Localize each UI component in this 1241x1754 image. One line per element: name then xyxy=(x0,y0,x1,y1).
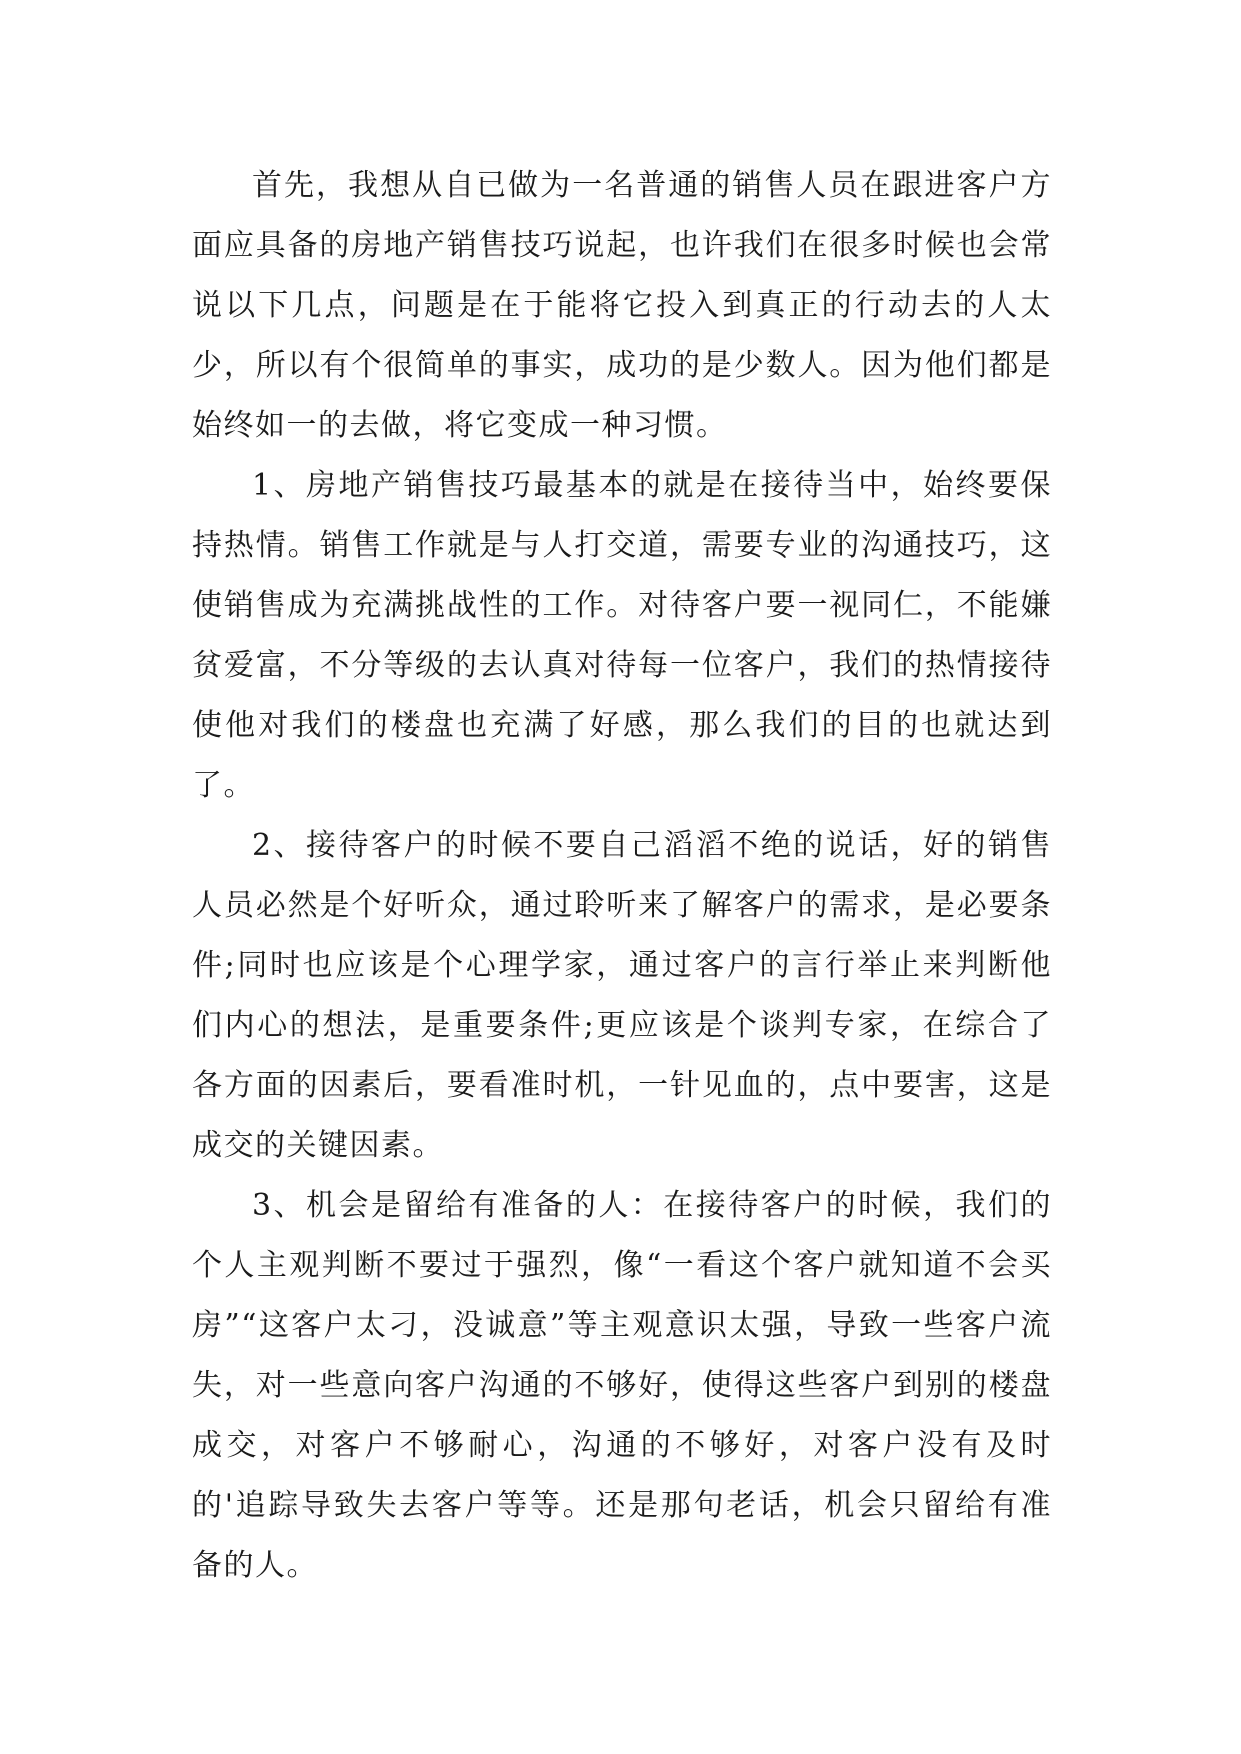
paragraph-point-3: 3、机会是留给有准备的人：在接待客户的时候，我们的个人主观判断不要过于强烈，像“一看这个客户就知道不会买房”“这客户太刁，没诚意”等主观意识太强，导致一些客户流失，对一些意向客户沟通的不够好，使得这些客户到别的楼盘成交，对客户不够耐心，沟通的不够好，对客户没有及时的'追踪导致失去客户等等。还是那句老话，机会只留给有准备的人。 xyxy=(192,1188,1052,1583)
document-page xyxy=(192,156,1052,1596)
paragraph-point-2: 2、接待客户的时候不要自己滔滔不绝的说话，好的销售人员必然是个好听众，通过聆听来了解客户的需求，是必要条件;同时也应该是个心理学家，通过客户的言行举止来判断他们内心的想法，是重要条件;更应该是个谈判专家，在综合了各方面的因素后，要看准时机，一针见血的，点中要害，这是成交的关键因素。 xyxy=(192,828,1052,1163)
paragraph-point-1: 1、房地产销售技巧最基本的就是在接待当中，始终要保持热情。销售工作就是与人打交道，需要专业的沟通技巧，这使销售成为充满挑战性的工作。对待客户要一视同仁，不能嫌贫爱富，不分等级的去认真对待每一位客户，我们的热情接待使他对我们的楼盘也充满了好感，那么我们的目的也就达到了。 xyxy=(192,468,1052,803)
paragraph-intro: 首先，我想从自已做为一名普通的销售人员在跟进客户方面应具备的房地产销售技巧说起，也许我们在很多时候也会常说以下几点，问题是在于能将它投入到真正的行动去的人太少，所以有个很简单的事实，成功的是少数人。因为他们都是始终如一的去做，将它变成一种习惯。 xyxy=(192,168,1052,443)
